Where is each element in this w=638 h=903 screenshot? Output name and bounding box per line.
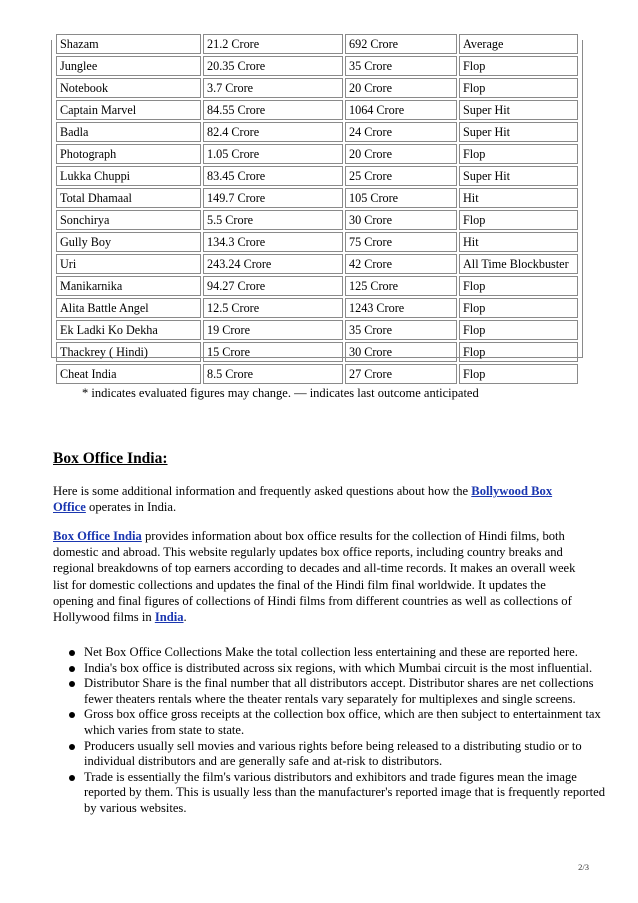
table-row: [56, 188, 578, 208]
list-item-text: Trade is essentially the film's various distributors and exhibitors and trade figures mean the image reported by them. This is usually less than the manufacturer's reported image that is frequently reported by various websites.: [84, 769, 606, 815]
collection-cell: 42 Crore: [345, 254, 457, 274]
budget-cell: 12.5 Crore: [203, 298, 343, 318]
budget-cell: 243.24 Crore: [203, 254, 343, 274]
film-cell: Thackrey ( Hindi): [56, 342, 201, 362]
bullet-icon: [69, 712, 75, 718]
film-cell: Shazam: [56, 34, 201, 54]
verdict-cell: Average: [459, 34, 578, 54]
list-item: [84, 770, 614, 817]
table-row: [56, 320, 578, 340]
film-cell: Sonchirya: [56, 210, 201, 230]
collection-cell: 1064 Crore: [345, 100, 457, 120]
table-row: [56, 166, 578, 186]
collection-cell: 30 Crore: [345, 342, 457, 362]
budget-cell: 83.45 Crore: [203, 166, 343, 186]
budget-cell: 94.27 Crore: [203, 276, 343, 296]
collection-cell: 1243 Crore: [345, 298, 457, 318]
table-row: [56, 364, 578, 384]
verdict-cell: Flop: [459, 78, 578, 98]
budget-cell: 82.4 Crore: [203, 122, 343, 142]
intro-text-after: operates in India.: [85, 500, 177, 515]
table-row: [56, 122, 578, 142]
collection-cell: 692 Crore: [345, 34, 457, 54]
list-item-text: Net Box Office Collections Make the total collection less entertaining and these are reported here.: [84, 645, 578, 659]
table-row: [56, 34, 578, 54]
list-item-text: Distributor Share is the final number that all distributors accept. Distributor shares are net collections fewer theaters rentals where the theater rentals vary separately for multiplexes and single screens.: [84, 676, 594, 706]
verdict-cell: Super Hit: [459, 166, 578, 186]
collection-cell: 20 Crore: [345, 144, 457, 164]
bullet-icon: [69, 744, 75, 750]
verdict-cell: All Time Blockbuster: [459, 254, 578, 274]
film-cell: Cheat India: [56, 364, 201, 384]
verdict-cell: Flop: [459, 342, 578, 362]
film-cell: Badla: [56, 122, 201, 142]
box-office-table-container: [51, 37, 583, 381]
budget-cell: 19 Crore: [203, 320, 343, 340]
list-item-text: Producers usually sell movies and various rights before being released to a distributing studio or to individual distributors and are generally safe and at-risk to distributors.: [84, 738, 582, 769]
bullet-icon: [69, 775, 75, 781]
budget-cell: 3.7 Crore: [203, 78, 343, 98]
collection-cell: 75 Crore: [345, 232, 457, 252]
collection-cell: 27 Crore: [345, 364, 457, 384]
box-office-india-link[interactable]: Box Office India: [53, 529, 142, 543]
collection-cell: 20 Crore: [345, 78, 457, 98]
list-item: [84, 676, 614, 707]
description-paragraph: [53, 528, 583, 625]
verdict-cell: Super Hit: [459, 100, 578, 120]
film-cell: Notebook: [56, 78, 201, 98]
intro-paragraph: [53, 483, 583, 515]
list-item-text: Gross box office gross receipts at the collection box office, which are then subject to entertainment tax which varies from state to state.: [84, 707, 601, 737]
film-cell: Photograph: [56, 144, 201, 164]
intro-text-before: Here is some additional information and frequently asked questions about how the: [53, 484, 472, 498]
collection-cell: 30 Crore: [345, 210, 457, 230]
description-text: provides information about box office results for the collection of Hindi films, both domestic and abroad. This website regularly updates box office reports, including country breaks and regional breakdowns of top earners according to decades and all-time records. It makes an overall week list for domestic collections and updates the final of the Hindi film final worldwide. It updates the opening and final figures of collections of Hindi films from different countries as well as collections of Hollywood films in: [53, 529, 576, 625]
list-item: [84, 739, 614, 770]
collection-cell: 35 Crore: [345, 320, 457, 340]
description-end: .: [183, 610, 187, 625]
table-row: [56, 254, 578, 274]
verdict-cell: Super Hit: [459, 122, 578, 142]
table-row: [56, 232, 578, 252]
india-link[interactable]: India: [154, 610, 184, 625]
collection-cell: 25 Crore: [345, 166, 457, 186]
verdict-cell: Hit: [459, 188, 578, 208]
collection-cell: 24 Crore: [345, 122, 457, 142]
collection-cell: 125 Crore: [345, 276, 457, 296]
budget-cell: 8.5 Crore: [203, 364, 343, 384]
budget-cell: 5.5 Crore: [203, 210, 343, 230]
facts-list: [53, 645, 614, 817]
bullet-icon: [69, 681, 75, 687]
table-row: [56, 56, 578, 76]
film-cell: Gully Boy: [56, 232, 201, 252]
budget-cell: 1.05 Crore: [203, 144, 343, 164]
film-cell: Manikarnika: [56, 276, 201, 296]
film-cell: Uri: [56, 254, 201, 274]
list-item: [84, 645, 614, 661]
box-office-table: [54, 32, 580, 386]
list-item: [84, 707, 614, 738]
film-cell: Junglee: [56, 56, 201, 76]
film-cell: Total Dhamaal: [56, 188, 201, 208]
film-cell: Alita Battle Angel: [56, 298, 201, 318]
budget-cell: 21.2 Crore: [203, 34, 343, 54]
budget-cell: 134.3 Crore: [203, 232, 343, 252]
budget-cell: 149.7 Crore: [203, 188, 343, 208]
table-row: [56, 78, 578, 98]
bullet-icon: [69, 650, 75, 656]
film-cell: Captain Marvel: [56, 100, 201, 120]
page-number: 2/3: [578, 862, 589, 872]
verdict-cell: Flop: [459, 56, 578, 76]
film-cell: Lukka Chuppi: [56, 166, 201, 186]
verdict-cell: Flop: [459, 364, 578, 384]
table-row: [56, 100, 578, 120]
film-cell: Ek Ladki Ko Dekha: [56, 320, 201, 340]
verdict-cell: Flop: [459, 210, 578, 230]
bullet-icon: [69, 666, 75, 672]
verdict-cell: Flop: [459, 298, 578, 318]
bollywood-box-office-link[interactable]: Bollywood Box Office: [53, 484, 553, 515]
table-row: [56, 210, 578, 230]
verdict-cell: Hit: [459, 232, 578, 252]
verdict-cell: Flop: [459, 320, 578, 340]
budget-cell: 84.55 Crore: [203, 100, 343, 120]
table-row: [56, 298, 578, 318]
budget-cell: 20.35 Crore: [203, 56, 343, 76]
budget-cell: 15 Crore: [203, 342, 343, 362]
list-item: [84, 661, 614, 677]
verdict-cell: Flop: [459, 144, 578, 164]
section-heading: Box Office India:: [53, 450, 168, 467]
table-row: [56, 342, 578, 362]
collection-cell: 35 Crore: [345, 56, 457, 76]
table-row: [56, 276, 578, 296]
table-footnote: * indicates evaluated figures may change. — indicates last outcome anticipated: [82, 386, 479, 400]
verdict-cell: Flop: [459, 276, 578, 296]
collection-cell: 105 Crore: [345, 188, 457, 208]
list-item-text: India's box office is distributed across six regions, with which Mumbai circuit is the most influential.: [84, 660, 593, 675]
table-row: [56, 144, 578, 164]
